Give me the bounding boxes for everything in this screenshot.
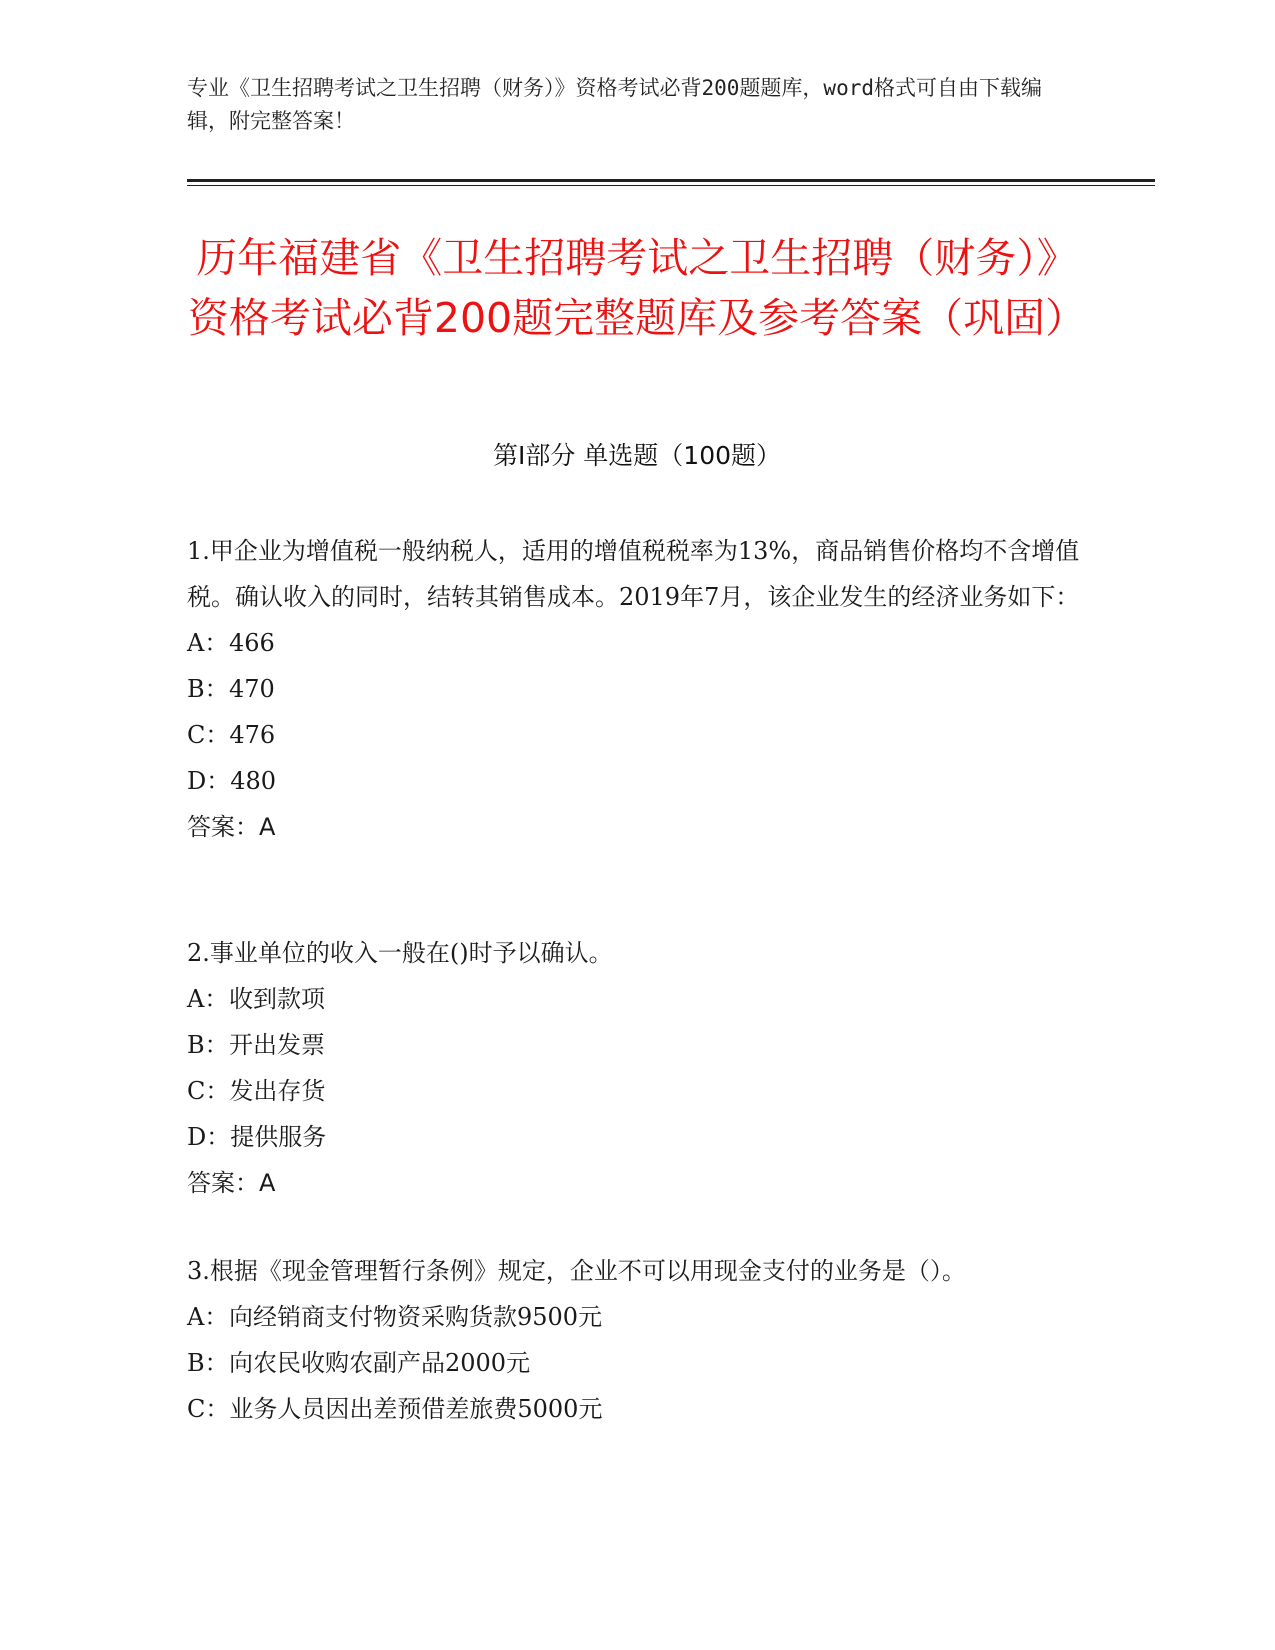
document-title: 历年福建省《卫生招聘考试之卫生招聘（财务）》资格考试必背200题完整题库及参考答案（巩固） [187,234,1087,342]
header-note: 专业《卫生招聘考试之卫生招聘（财务）》资格考试必背200题题库，word格式可自由下载编辑，附完整答案！ [187,76,1042,133]
option-letter: A： [187,629,229,657]
section-heading: 第Ⅰ部分 单选题（100题） [492,441,782,470]
question-text: 3.根据《现金管理暂行条例》规定，企业不可以用现金支付的业务是（）。 [187,1257,966,1285]
option-text: 发出存货 [229,1077,326,1105]
option-letter: D： [187,767,231,795]
option-text: 476 [229,721,276,749]
question-1 [187,528,1087,850]
option-d [187,758,1087,804]
option-c [187,1068,1087,1114]
header-divider-thin [187,185,1155,186]
question-text: 1.甲企业为增值税一般纳税人，适用的增值税税率为13%，商品销售价格均不含增值税。确认收入的同时，结转其销售成本。2019年7月，该企业发生的经济业务如下： [187,537,1080,611]
option-d [187,1114,1087,1160]
option-text: 开出发票 [229,1031,325,1059]
option-letter: B： [187,675,229,703]
option-letter: B： [187,1031,229,1059]
option-text: 向经销商支付物资采购货款9500元 [229,1303,603,1331]
option-a [187,1294,1087,1340]
header-divider-thick [187,179,1155,182]
option-text: 466 [229,629,275,657]
answer-line: 答案：A [187,1169,276,1197]
option-text: 向农民收购农副产品2000元 [229,1349,531,1377]
option-text: 提供服务 [230,1123,327,1151]
option-text: 业务人员因出差预借差旅费5000元 [229,1395,603,1423]
option-letter: D： [187,1123,231,1151]
option-c [187,1386,1087,1432]
option-text: 收到款项 [229,985,325,1013]
option-text: 470 [229,675,275,703]
option-b [187,1022,1087,1068]
option-letter: C： [187,1395,230,1423]
option-letter: B： [187,1349,229,1377]
option-text: 480 [230,767,277,795]
option-letter: A： [187,1303,229,1331]
answer-line: 答案：A [187,813,276,841]
option-letter: C： [187,1077,230,1105]
option-letter: A： [187,985,229,1013]
option-b [187,666,1087,712]
option-letter: C： [187,721,230,749]
question-2 [187,930,1087,1206]
option-a [187,620,1087,666]
question-text: 2.事业单位的收入一般在()时予以确认。 [187,939,613,967]
option-b [187,1340,1087,1386]
question-3 [187,1248,1087,1432]
option-a [187,976,1087,1022]
option-c [187,712,1087,758]
